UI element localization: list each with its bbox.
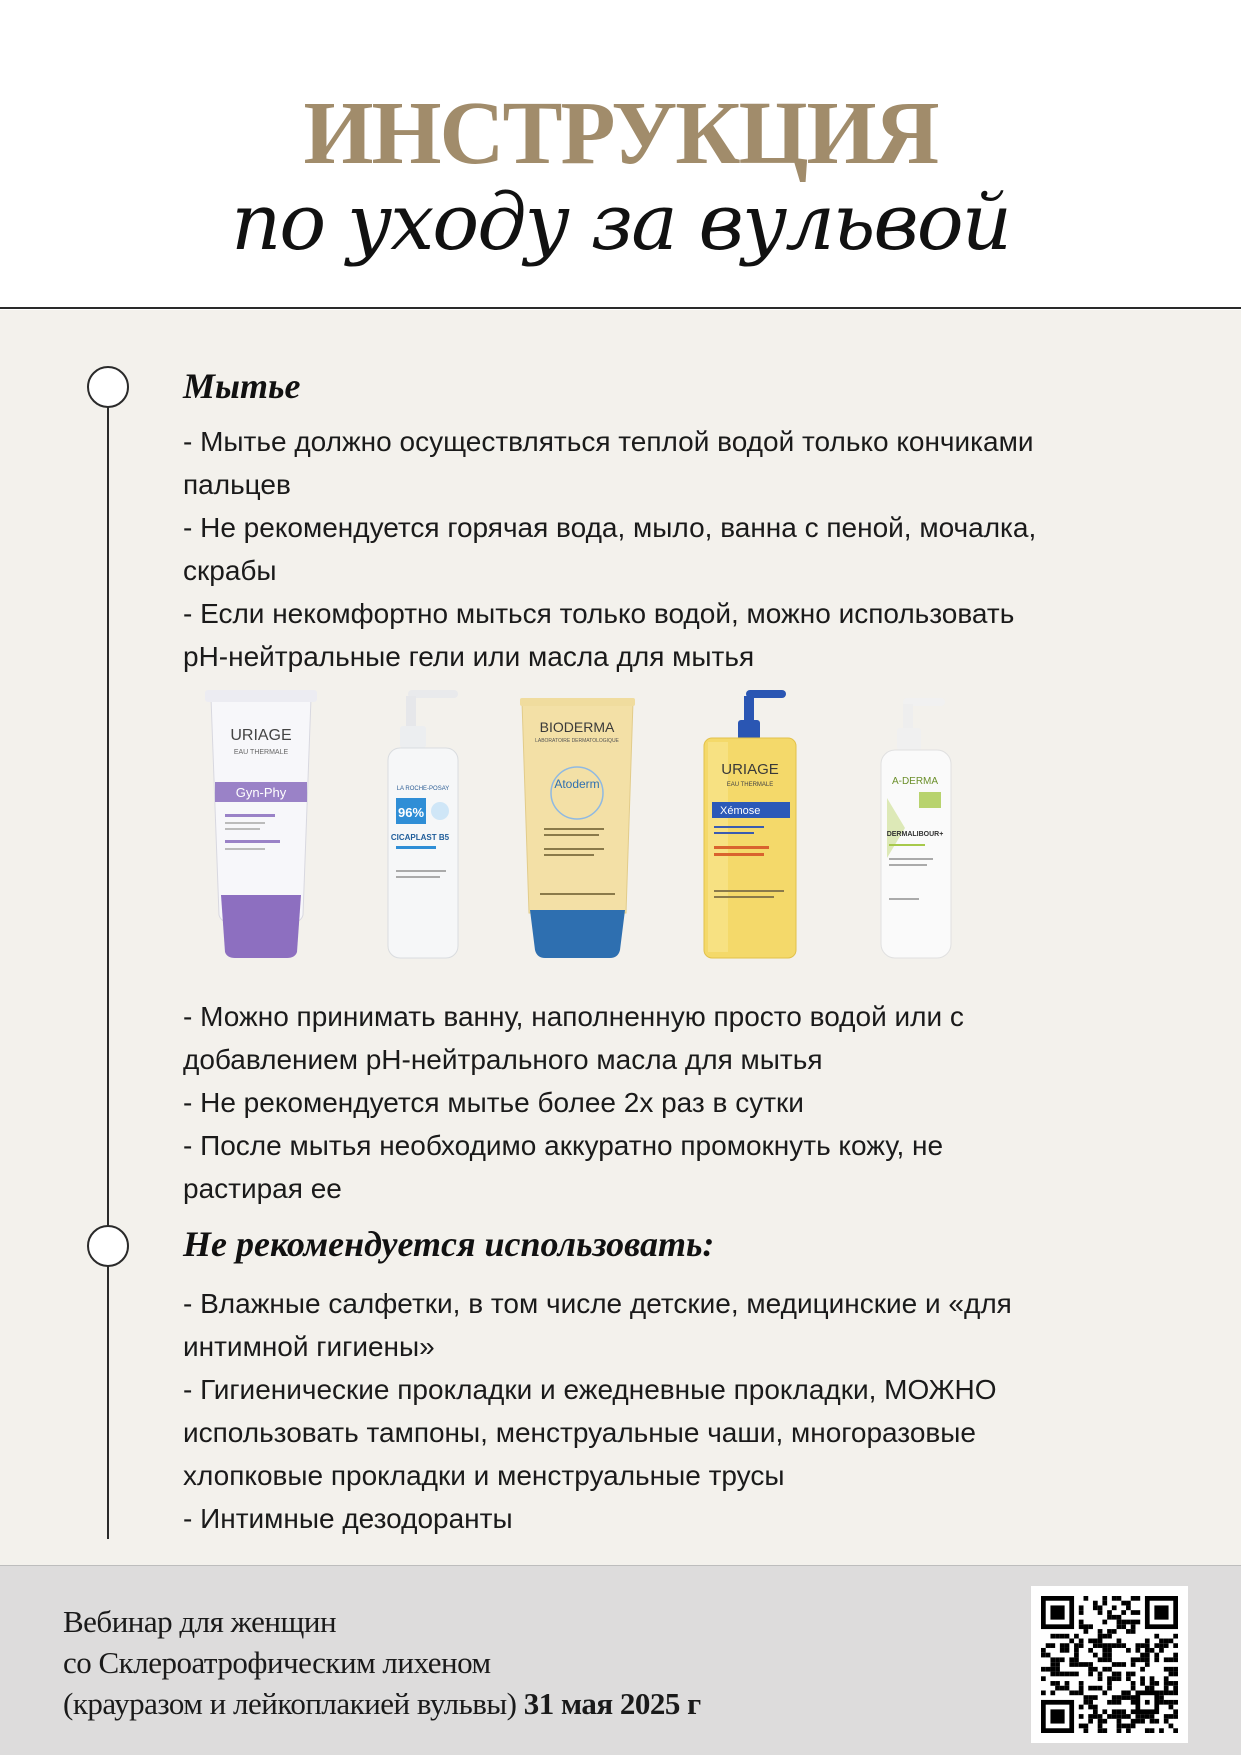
text-line: pH-нейтральные гели или масла для мытья	[183, 641, 755, 672]
product-sub: EAU THERMALE	[233, 749, 289, 756]
product-name: CICAPLAST B5	[390, 833, 450, 842]
text-line: - Если некомфортно мыться только водой, можно использовать	[183, 598, 1015, 629]
text-line: - Можно принимать ванну, наполненную просто водой или с	[183, 1001, 964, 1032]
text-line: пальцев	[183, 469, 291, 500]
webinar-info	[63, 1601, 701, 1724]
product-brand: URIAGE	[230, 727, 292, 744]
text-line: интимной гигиены»	[183, 1331, 435, 1362]
text-line: растирая ее	[183, 1173, 342, 1204]
text-line: - Интимные дезодоранты	[183, 1503, 513, 1534]
text-line: - После мытья необходимо аккуратно промокнуть кожу, не	[183, 1130, 944, 1161]
product-sub: 96%	[397, 805, 425, 820]
text-line: - Мытье должно осуществляться теплой водой только кончиками	[183, 426, 1034, 457]
timeline-dot-washing	[87, 366, 129, 408]
text-line: - Гигиенические прокладки и ежедневные прокладки, МОЖНО	[183, 1374, 997, 1405]
product-name: DERMALIBOUR+	[886, 831, 944, 838]
timeline-dot-not-recommended	[87, 1225, 129, 1267]
qr-code-image	[1041, 1596, 1178, 1733]
product-brand: LA ROCHE-POSAY	[396, 786, 450, 792]
text-line: - Влажные салфетки, в том числе детские, медицинские и «для	[183, 1288, 1012, 1319]
product-name: Gyn-Phy	[235, 785, 287, 800]
webinar-line-with-date	[63, 1683, 701, 1724]
page-footer	[0, 1565, 1241, 1755]
product-name: Xémose	[720, 805, 761, 817]
washing-text-top	[183, 420, 1123, 678]
product-brand: URIAGE	[721, 761, 779, 778]
product-sub: LABORATOIRE DERMATOLOGIQUE	[535, 738, 619, 744]
content-area	[0, 310, 1241, 1565]
product-name: Atoderm	[554, 777, 600, 791]
qr-code[interactable]	[1031, 1586, 1188, 1743]
page-title: ИНСТРУКЦИЯ	[303, 84, 938, 183]
product-bioderma-atoderm	[520, 698, 635, 960]
page-header	[0, 0, 1241, 309]
product-la-roche-posay-cicaplast	[380, 690, 470, 960]
washing-text-bottom	[183, 995, 1123, 1210]
product-a-derma-dermalibour	[875, 698, 960, 960]
text-line: использовать тампоны, менструальные чаши, многоразовые	[183, 1417, 976, 1448]
section-title-not-recommended: Не рекомендуется использовать:	[183, 1224, 715, 1264]
text-line: скрабы	[183, 555, 277, 586]
webinar-line: (крауразом и лейкоплакией вульвы)	[63, 1686, 517, 1721]
timeline-line	[107, 387, 109, 1539]
product-uriage-xemose	[700, 690, 800, 960]
product-brand: BIODERMA	[539, 719, 615, 735]
webinar-line: со Склероатрофическим лихеном	[63, 1645, 491, 1680]
text-line: хлопковые прокладки и менструальные трусы	[183, 1460, 785, 1491]
product-uriage-gyn-phy	[205, 690, 317, 960]
product-sub: EAU THERMALE	[726, 782, 774, 788]
product-brand: A-DERMA	[891, 776, 939, 787]
text-line: добавлением pH-нейтрального масла для мытья	[183, 1044, 823, 1075]
webinar-line: Вебинар для женщин	[63, 1604, 337, 1639]
page-subtitle: по уходу за вульвой	[231, 178, 1010, 268]
text-line: - Не рекомендуется горячая вода, мыло, ванна с пеной, мочалка,	[183, 512, 1037, 543]
section-title-washing: Мытье	[183, 366, 301, 406]
webinar-date: 31 мая 2025 г	[523, 1686, 701, 1721]
not-recommended-text	[183, 1282, 1123, 1540]
products-row	[195, 690, 965, 960]
text-line: - Не рекомендуется мытье более 2х раз в сутки	[183, 1087, 804, 1118]
